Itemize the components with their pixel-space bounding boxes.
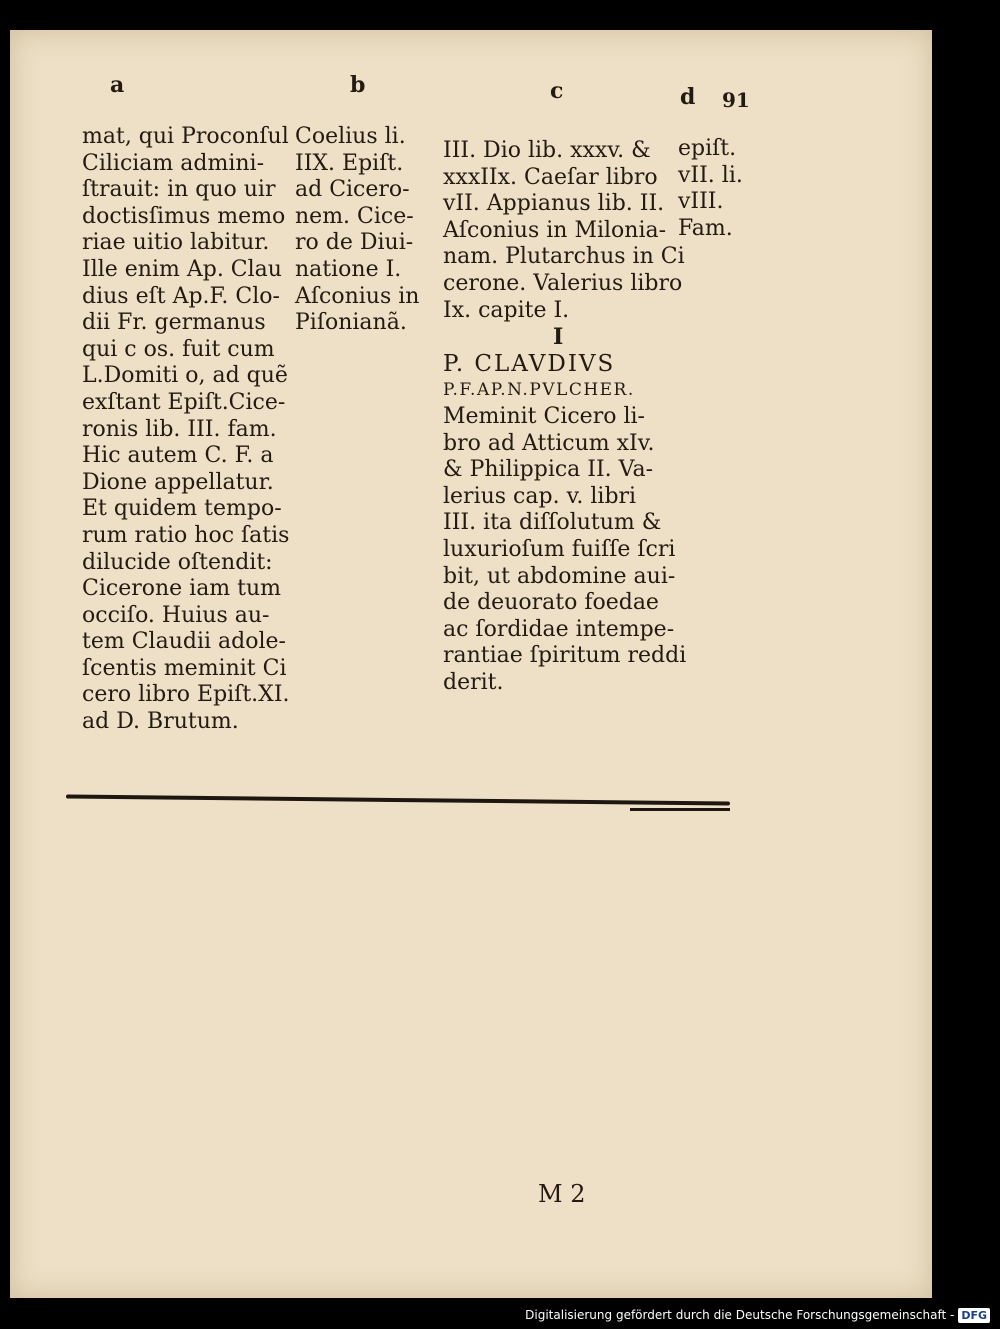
signature-mark: M 2 bbox=[538, 1180, 586, 1208]
page-number: 91 bbox=[722, 88, 750, 112]
column-head-a: a bbox=[110, 72, 125, 98]
text-line: Aſconius in bbox=[295, 283, 420, 309]
entry-subtitle: P.F.AP.N.PVLCHER. bbox=[443, 380, 635, 401]
column-a bbox=[82, 124, 290, 736]
text-line: ad Cicero- bbox=[295, 177, 410, 203]
text-line: dilucide oſtendit: bbox=[82, 549, 273, 575]
text-line: Aſconius in Milonia- bbox=[443, 217, 667, 243]
text-line: mat, qui Proconſul bbox=[82, 124, 289, 149]
dfg-logo: DFG bbox=[958, 1308, 990, 1323]
text-line: Et quidem tempo- bbox=[82, 496, 282, 522]
text-line: dius eſt Ap.F. Clo- bbox=[82, 283, 280, 309]
text-line: cero libro Epiſt.XI. bbox=[82, 682, 290, 708]
text-line: ſcentis meminit Ci bbox=[82, 655, 287, 681]
text-line: III. ita diſſolutum & bbox=[443, 510, 662, 536]
text-line: Hic autem C. F. a bbox=[82, 443, 274, 469]
text-line: IIX. Epiſt. bbox=[295, 150, 404, 176]
text-line: vII. Appianus lib. II. bbox=[443, 191, 665, 217]
digitization-footer bbox=[525, 1303, 990, 1327]
text-line: occiſo. Huius au- bbox=[82, 602, 270, 628]
column-b bbox=[295, 124, 419, 337]
text-line: ad D. Brutum. bbox=[82, 709, 239, 735]
text-line: ronis lib. III. fam. bbox=[82, 416, 277, 442]
column-d bbox=[678, 136, 743, 242]
text-line: tem Claudii adole- bbox=[82, 629, 286, 655]
footer-text: Digitalisierung gefördert durch die Deutsche Forschungsgemeinschaft - bbox=[525, 1308, 955, 1322]
text-line: bit, ut abdomine aui- bbox=[443, 563, 676, 589]
entry-numeral: I bbox=[553, 324, 564, 351]
text-line: L.Domiti o, ad quẽ bbox=[82, 363, 288, 389]
text-line: natione I. bbox=[295, 256, 402, 282]
text-line: & Philippica II. Va- bbox=[443, 457, 654, 483]
column-head-d: d bbox=[680, 84, 696, 110]
text-line: de deuorato foedae bbox=[443, 590, 659, 616]
text-line: nam. Plutarchus in Ci bbox=[443, 244, 685, 270]
text-line: cerone. Valerius libro bbox=[443, 270, 683, 296]
horizontal-rule-end bbox=[630, 808, 730, 811]
text-line: Coelius li. bbox=[295, 124, 406, 149]
text-line: derit. bbox=[443, 669, 504, 695]
text-line: qui c os. fuit cum bbox=[82, 336, 275, 362]
text-line: Ciliciam admini- bbox=[82, 150, 265, 176]
column-c bbox=[443, 138, 686, 696]
text-line: exſtant Epiſt.Cice- bbox=[82, 389, 286, 415]
text-line: bro ad Atticum xIv. bbox=[443, 430, 655, 456]
text-line: nem. Cice- bbox=[295, 203, 414, 229]
text-line: lerius cap. v. libri bbox=[443, 483, 637, 509]
text-line: Ille enim Ap. Clau bbox=[82, 256, 282, 282]
text-line: ro de Diui- bbox=[295, 230, 414, 256]
text-line: ac ſordidae intempe- bbox=[443, 616, 675, 642]
text-line: luxurioſum fuiſſe ſcri bbox=[443, 536, 676, 562]
text-line: vII. li. bbox=[678, 162, 743, 188]
text-line: Dione appellatur. bbox=[82, 469, 274, 495]
column-head-c: c bbox=[550, 78, 564, 104]
text-line: riae uitio labitur. bbox=[82, 230, 270, 256]
text-line: Fam. bbox=[678, 215, 733, 241]
text-line: rantiae ſpiritum reddi bbox=[443, 643, 687, 669]
text-line: doctisſimus memo bbox=[82, 203, 286, 229]
horizontal-rule bbox=[66, 795, 730, 806]
column-head-b: b bbox=[350, 72, 366, 98]
text-line: vIII. bbox=[678, 189, 724, 215]
entry-title: P. CLAVDIVS bbox=[443, 350, 616, 377]
text-line: Piſonianã. bbox=[295, 310, 407, 336]
text-line: Cicerone iam tum bbox=[82, 576, 282, 602]
text-line: III. Dio lib. xxxv. & bbox=[443, 138, 651, 163]
text-line: xxxIIx. Caeſar libro bbox=[443, 164, 658, 190]
text-line: Ix. capite I. bbox=[443, 297, 570, 323]
text-line: ſtrauit: in quo uir bbox=[82, 177, 276, 203]
text-line: epiſt. bbox=[678, 136, 737, 161]
text-line: dii Fr. germanus bbox=[82, 310, 266, 336]
text-line: rum ratio hoc ſatis bbox=[82, 522, 290, 548]
book-page bbox=[10, 30, 932, 1298]
text-line: Meminit Cicero li- bbox=[443, 403, 645, 429]
